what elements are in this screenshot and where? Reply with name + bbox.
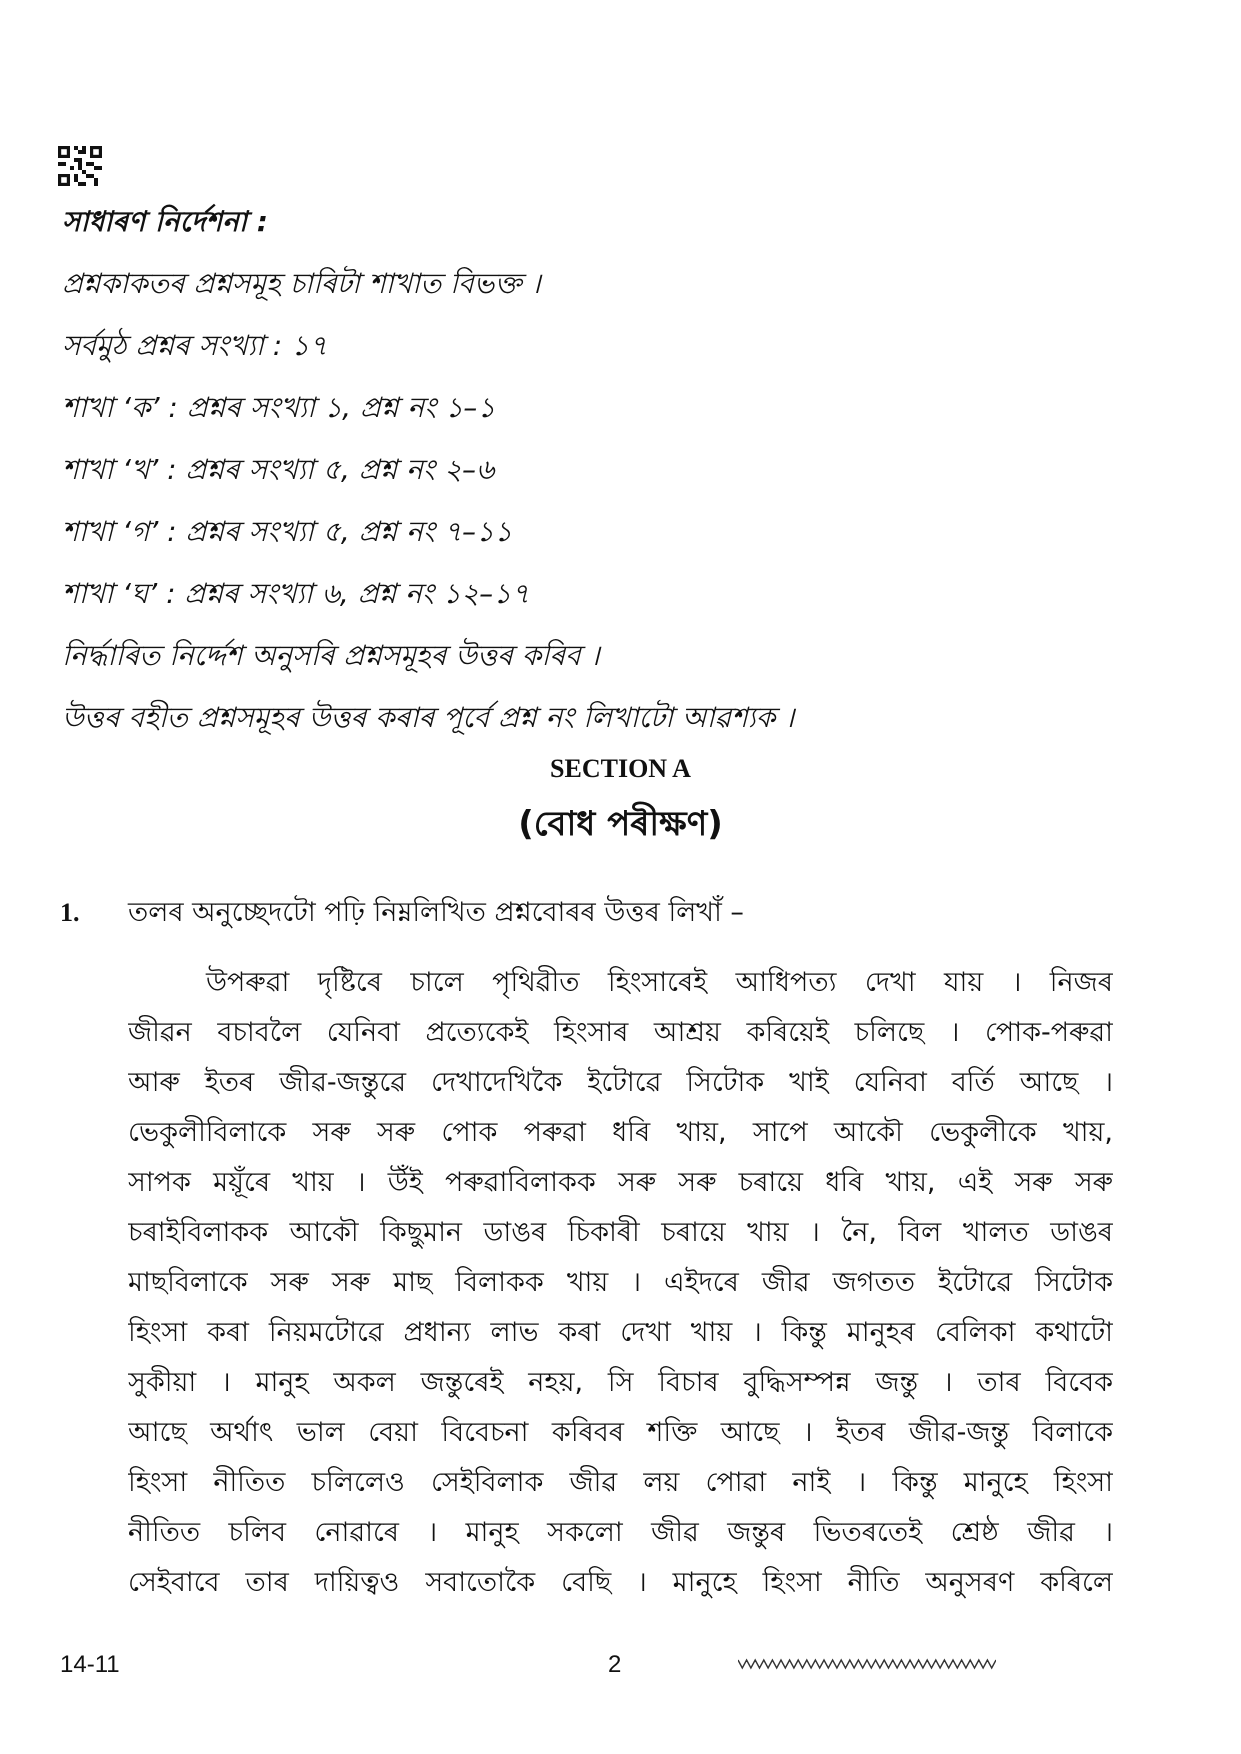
- instruction-line: শাখা ‘গ’ : প্ৰশ্নৰ সংখ্যা ৫, প্ৰশ্ন নং ৭–১১: [62, 515, 513, 548]
- qr-code-icon: [58, 146, 102, 186]
- decorative-wave-line: [738, 1654, 996, 1672]
- passage-line: ভেকুলীবিলাকে সৰু সৰু পোক পৰুৱা ধৰি খায়, সাপে আকৌ ভেকুলীকে খায়,: [128, 1117, 1113, 1148]
- instruction-line: উত্তৰ বহীত প্ৰশ্নসমূহৰ উত্তৰ কৰাৰ পূৰ্বে প্ৰশ্ন নং লিখাটো আৱশ্যক ।: [62, 701, 795, 734]
- section-title: SECTION A: [550, 754, 691, 783]
- general-instructions: [62, 202, 1162, 760]
- instruction-line: নিৰ্দ্ধাৰিত নিৰ্দ্দেশ অনুসৰি প্ৰশ্নসমূহৰ উত্তৰ কৰিব ।: [62, 639, 600, 672]
- passage-line: আৰু ইতৰ জীৱ-জন্তুৱে দেখাদেখিকৈ ইটোৱে সিটোক খাই যেনিবা বৰ্তি আছে ।: [128, 1067, 1113, 1098]
- passage: [128, 958, 1113, 1608]
- passage-line: মাছবিলাকে সৰু সৰু মাছ বিলাকক খায় । এইদৰে জীৱ জগতত ইটোৱে সিটোক: [128, 1267, 1113, 1298]
- passage-line: আছে অৰ্থাৎ ভাল বেয়া বিবেচনা কৰিবৰ শক্তি আছে । ইতৰ জীৱ-জন্তু বিলাকে: [128, 1417, 1113, 1448]
- passage-line: জীৱন বচাবলৈ যেনিবা প্ৰত্যেকেই হিংসাৰ আশ্ৰয় কৰিয়েই চলিছে । পোক-পৰুৱা: [128, 1017, 1113, 1048]
- passage-line: হিংসা নীতিত চলিলেও সেইবিলাক জীৱ লয় পোৱা নাই । কিন্তু মানুহে হিংসা: [128, 1467, 1113, 1498]
- page-number: 2: [608, 1651, 622, 1678]
- instruction-line: শাখা ‘ঘ’ : প্ৰশ্নৰ সংখ্যা ৬, প্ৰশ্ন নং ১২–১৭: [62, 577, 530, 610]
- passage-line: নীতিত চলিব নোৱাৰে । মানুহ সকলো জীৱ জন্তুৰ ভিতৰতেই শ্ৰেষ্ঠ জীৱ ।: [128, 1517, 1113, 1548]
- section-subtitle: (বোধ পৰীক্ষণ): [518, 804, 723, 844]
- passage-line: উপৰুৱা দৃষ্টিৰে চালে পৃথিৱীত হিংসাৰেই আধিপত্য দেখা যায় । নিজৰ: [206, 967, 1113, 998]
- instruction-line: সৰ্বমুঠ প্ৰশ্নৰ সংখ্যা : ১৭: [62, 329, 328, 362]
- passage-line: সাপক ময়ূঁৰে খায় । উঁই পৰুৱাবিলাকক সৰু সৰু চৰায়ে ধৰি খায়, এই সৰু সৰু: [128, 1167, 1113, 1198]
- passage-line: হিংসা কৰা নিয়মটোৱে প্ৰধান্য লাভ কৰা দেখা খায় । কিন্তু মানুহৰ বেলিকা কথাটো: [128, 1317, 1113, 1348]
- instruction-line: শাখা ‘ক’ : প্ৰশ্নৰ সংখ্যা ১, প্ৰশ্ন নং ১–১: [62, 391, 496, 424]
- instructions-heading: সাধাৰণ নিৰ্দেশনা :: [62, 205, 268, 238]
- passage-line: সুকীয়া । মানুহ অকল জন্তুৰেই নহয়, সি বিচাৰ বুদ্ধিসম্পন্ন জন্তু । তাৰ বিবেক: [128, 1367, 1113, 1398]
- question-text: তলৰ অনুচ্ছেদটো পঢ়ি নিম্নলিখিত প্ৰশ্নবোৰৰ উত্তৰ লিখাঁ –: [128, 897, 744, 928]
- paper-code: 14-11: [60, 1651, 120, 1678]
- instruction-line: শাখা ‘খ’ : প্ৰশ্নৰ সংখ্যা ৫, প্ৰশ্ন নং ২–৬: [62, 453, 495, 486]
- instruction-line: প্ৰশ্নকাকতৰ প্ৰশ্নসমূহ চাৰিটা শাখাত বিভক্ত ।: [62, 267, 541, 300]
- question-number: 1.: [60, 898, 80, 927]
- passage-line: সেইবাবে তাৰ দায়িত্বও সবাতোকৈ বেছি । মানুহে হিংসা নীতি অনুসৰণ কৰিলে: [128, 1567, 1113, 1598]
- passage-line: চৰাইবিলাকক আকৌ কিছুমান ডাঙৰ চিকাৰী চৰায়ে খায় । নৈ, বিল খালত ডাঙৰ: [128, 1217, 1113, 1248]
